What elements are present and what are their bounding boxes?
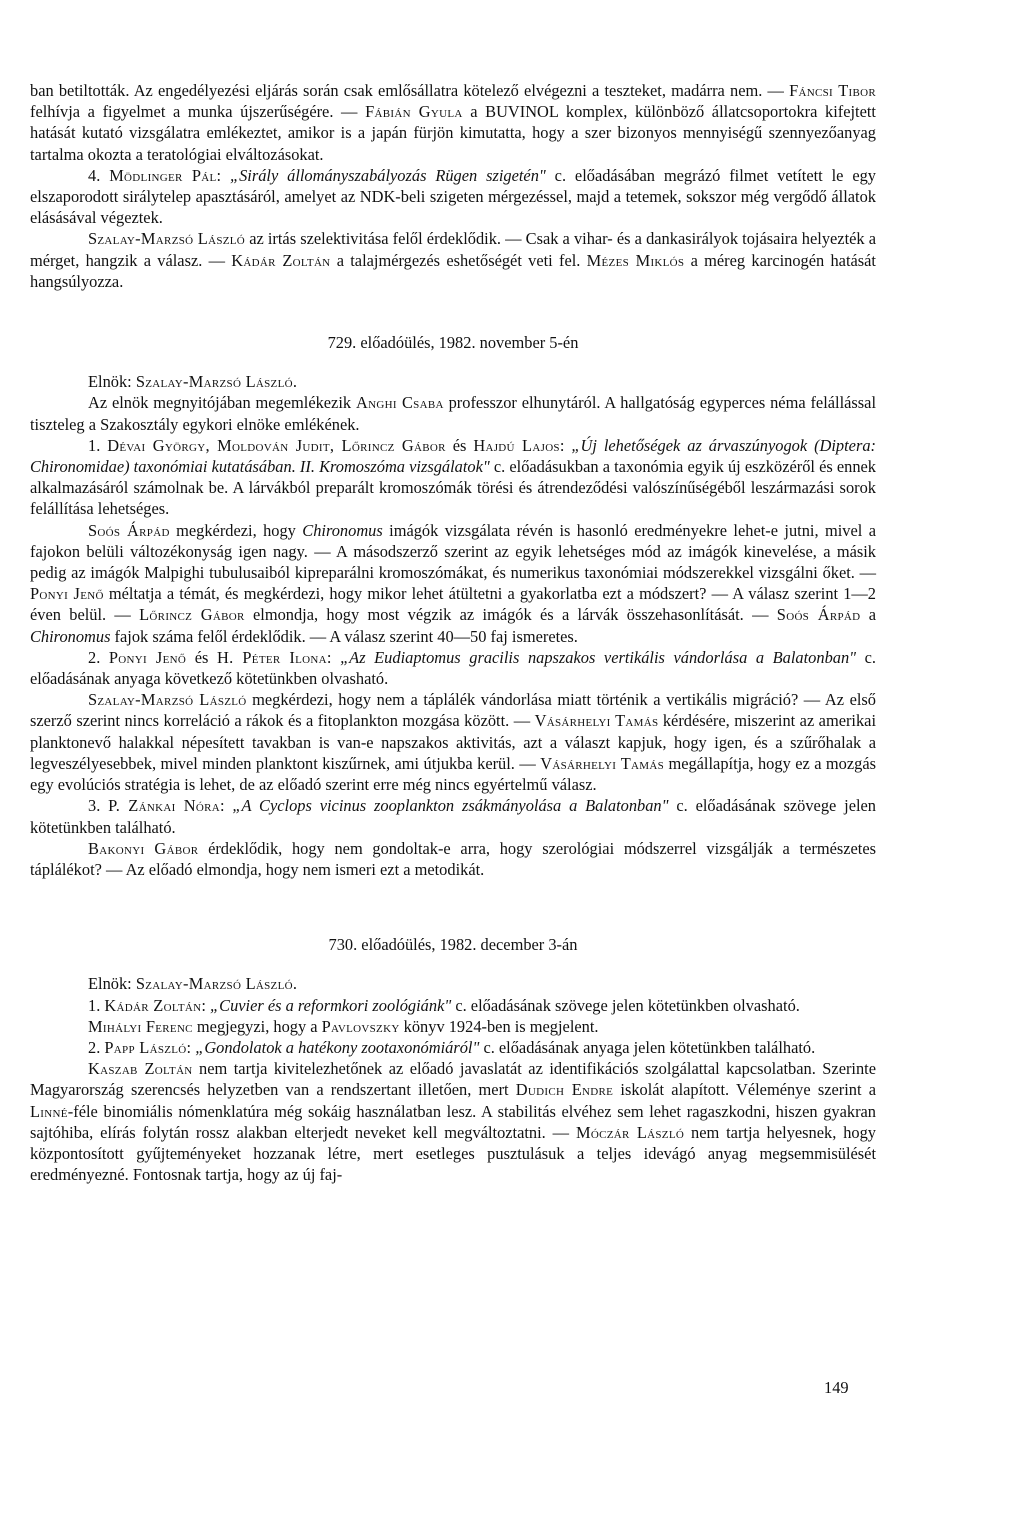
person-name: Linné [30,1101,68,1121]
text: fajok száma felől érdeklődik. — A válasz szerint 40—50 faj ismeretes. [110,626,578,646]
paragraph [30,435,876,520]
text: c. előadásának szövege jelen kötetünkben olvasható. [451,995,800,1015]
text: c. előadásának anyaga következő kötetünkben olvasható. [30,647,877,689]
text: : [219,796,233,816]
paragraph [30,1058,876,1185]
text: 4. [88,165,110,185]
text: és [186,647,217,667]
text: érdeklődik, hogy nem gondoltak-e arra, hogy szerológiai módszerrel vizsgálják a természetes táplálékot? — Az előadó elmondja, hogy nem ismeri ezt a metodikát. [30,838,876,879]
paragraph [30,228,876,292]
paragraph [30,80,876,165]
text: a BUVINOL komplex, különböző állatcsoportokra kifejtett hatását kutató vizsgálatra emlékeztet, amikor is a japán fürjön kimutatta, hogy a szer bizonyos mennyiségű szennyezőanyag tartalma okozta a teratológiai elváltozásokat. [30,102,876,164]
lecture-title: „Cuvier és a reformkori zoológiánk" [210,995,452,1015]
lecture-title: „Új lehetőségek az árvaszúnyogok (Diptera: Chironomidae) taxonómiai kutatásában. II. Kromoszóma vizsgálatok" [30,435,876,477]
person-name: H. Péter Ilona [216,647,327,667]
person-name: Soós Árpád [88,520,170,540]
text: c. előadásának szövege jelen kötetünkben található. [30,796,877,837]
person-name: Papp László [104,1037,187,1057]
text: Elnök: [88,974,136,994]
text: c. előadásukban a taxonómia egyik új eszközéről és ennek alkalmazásáról számolnak be. A lárvákból preparált kromoszómák törési és átrendeződési valószínűségéből leszármazási sorok felállítása lehetséges. [30,457,876,519]
person-name: Kaszab Zoltán [88,1059,193,1079]
person-name: P. Zánkai Nóra [108,796,220,816]
text: könyv 1924-ben is megjelent. [399,1016,599,1036]
text: 1. [88,995,105,1015]
person-name: Mödlinger Pál [109,165,217,185]
text: . [292,372,297,392]
paragraph [30,995,876,1016]
text: megkérdezi, hogy [169,520,303,540]
paragraph [30,1037,876,1058]
text: 3. [88,796,109,816]
text: professzor elhunytáról. A hallgatóság egyperces néma felállással tiszteleg a Szakosztály egykori elnöke emlékének. [30,393,876,434]
person-name: Mihályi Ferenc [88,1016,193,1036]
lecture-title: „A Cyclops vicinus zooplankton zsákmányolása a Balatonban" [232,796,669,816]
text: méltatja a témát, és megkérdezi, hogy mikor lehet átültetni a gyakorlatba ezt a módszert? — A válasz szerint 1—2 éven belül. — [30,584,876,625]
text: 1. [88,435,108,455]
paragraph [30,165,876,229]
session-heading: 729. előadóülés, 1982. november 5-én [327,333,579,353]
person-name: Dudich Endre [515,1080,614,1100]
paragraph [30,392,876,434]
text: : [326,647,341,667]
text: 2. [88,647,109,667]
text: : [559,435,572,455]
text: Elnök: [88,372,136,392]
paragraph [30,520,876,647]
person-name: Szalay-Marzsó László [135,974,293,994]
lecture-title: „Sirály állományszabályozás Rügen szigetén" [229,165,546,185]
text: : [216,165,230,185]
person-name: Szalay-Marzsó László [88,229,246,249]
person-name: Kádár Zoltán [104,995,202,1015]
lecture-title: „Az Eudiaptomus gracilis napszakos vertikális vándorlása a Balatonban" [340,647,857,667]
paragraph [30,647,876,689]
text: nem tartja helyesnek, hogy központosított gyűjteményeket hozzanak létre, mert esetleges pusztulásuk a teljes idevágó anyag megsemmisülését eredményezné. Fontosnak tartja, hogy az új faj- [30,1122,876,1185]
page-number: 149 [824,1378,849,1397]
person-name: Anghi Csaba [355,393,444,413]
person-name: Vásárhelyi Tamás [534,711,659,731]
person-name: Fábián Gyula [365,102,463,122]
text: nem tartja kivitelezhetőnek az előadó javaslatát az identifikációs szolgálattal kapcsolatban. Szerinte Magyarország szerencsés helyzetben van a rendszertant illetően, mert [30,1059,877,1100]
text: : [201,995,211,1015]
text: ban betiltották. Az engedélyezési eljárás során csak emlősállatra kötelező elvégezni a teszteket, madárra nem. — [30,81,790,100]
page-body [30,80,876,1185]
person-name: Bakonyi Gábor [88,838,199,858]
text: 2. [88,1037,105,1057]
text: a talajmérgezés eshetőségét veti fel. [330,250,587,270]
person-name: Lőrincz Gábor [139,605,245,625]
text: a méreg karcinogén hatását hangsúlyozza. [30,250,876,291]
person-name: Hajdú Lajos [473,435,560,455]
text: : [186,1037,196,1057]
person-name: Pavlovszky [321,1016,400,1036]
person-name: Dévai György, Moldován Judit, Lőrincz Gábor [107,435,446,455]
person-name: Móczár László [575,1122,685,1142]
text: c. előadásának anyaga jelen kötetünkben található. [479,1037,816,1057]
paragraph [30,1016,876,1037]
text: megkérdezi, hogy nem a táplálék vándorlása miatt történik a vertikális migráció? — Az első szerző szerint nincs korreláció a rákok és a fitoplankton mozgása között. — [30,690,876,731]
chairman-line [30,371,876,392]
paragraph [30,795,876,837]
person-name: Vásárhelyi Tamás [540,753,664,773]
person-name: Mézes Miklós [586,250,685,270]
person-name: Ponyi Jenő [108,647,187,667]
text: elmondja, hogy most végzik az imágók és a lárvák összehasonlítását. — [244,605,777,625]
genus-name: Chironomus [302,520,383,540]
genus-name: Chironomus [30,626,111,646]
text: az irtás szelektivitása felől érdeklődik. — Csak a vihar- és a dankasirályok tojásaira helyezték a mérget, hangzik a válasz. — [30,229,876,270]
session-heading: 730. előadóülés, 1982. december 3-án [328,935,578,955]
text: felhívja a figyelmet a munka újszerűségére. — [30,102,366,122]
text: a [860,605,876,625]
person-name: Kádár Zoltán [231,250,331,270]
text: iskolát alapított. Véleménye szerint a [613,1080,876,1100]
text: kérdésére, miszerint az amerikai planktonevő halakkal népesített tavakban is van-e napszakos aktivitás, azt a választ kapjuk, hogy igen, és a szűrőhalak a legveszélyesebbek, mivel minden planktont kiszűrnek, ami útjukba kerül. — [30,711,877,773]
text: -féle binomiális nómenklatúra még sokáig használatban lesz. A stabilitás elvéhez sem lehet ragaszkodni, hiszen gyakran sajtóhiba, elírás folytán rossz alakban elterjedt neveket kell megváltoztatni. — [30,1101,876,1142]
lecture-title: „Gondolatok a hatékony zootaxonómiáról" [195,1037,480,1057]
text: Az elnök megnyitójában megemlékezik [88,393,356,413]
person-name: Szalay-Marzsó László [135,372,293,392]
paragraph [30,689,876,795]
chairman-line [30,973,876,994]
paragraph [30,838,876,880]
person-name: Soós Árpád [776,605,861,625]
text: és [445,435,474,455]
text: megállapítja, hogy ez a mozgás egy evolúciós stratégia is lehet, de az előadó szerint erre még nincs egyértelmű válasz. [30,753,876,795]
person-name: Ponyi Jenő [30,584,104,604]
text: megjegyzi, hogy a [192,1016,322,1036]
person-name: Fáncsi Tibor [789,81,876,100]
person-name: Szalay-Marzsó László [88,690,247,710]
text: c. előadásában megrázó filmet vetített le egy elszaporodott sirálytelep apasztásáról, amelyet az NDK-beli szigeten mérgezéssel, majd a tetemek, sokszor még vergődő állatok elásásával végeztek. [30,165,876,228]
text: imágók vizsgálata révén is hasonló eredményekre lehet-e jutni, mivel a fajokon belüli változékonyság igen nagy. — A másodszerző szerint az egyik lehetséges mód az imágók kinevelése, a másik pedig az imágók Malpighi tubulusaiból kipreparálni kromoszómákat, és numerikus taxonómiai módszerekkel vizsgálni őket. — [30,520,876,583]
text: . [292,974,297,994]
